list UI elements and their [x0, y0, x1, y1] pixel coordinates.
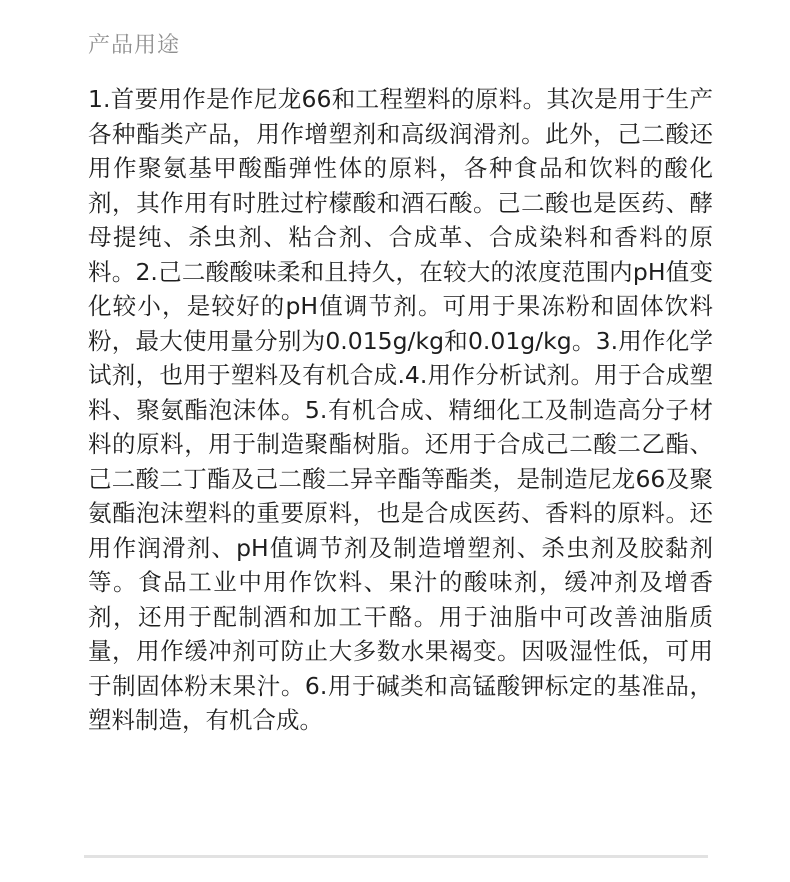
product-usage-section	[88, 28, 713, 738]
bottom-divider	[84, 855, 708, 858]
usage-description: 1.首要用作是作尼龙66和工程塑料的原料。其次是用于生产各种酯类产品，用作增塑剂和高级润滑剂。此外，己二酸还用作聚氨基甲酸酯弹性体的原料，各种食品和饮料的酸化剂，其作用有时胜过柠檬酸和酒石酸。己二酸也是医药、酵母提纯、杀虫剂、粘合剂、合成革、合成染料和香料的原料。2.己二酸酸味柔和且持久，在较大的浓度范围内pH值变化较小，是较好的pH值调节剂。可用于果冻粉和固体饮料粉，最大使用量分别为0.015g/kg和0.01g/kg。3.用作化学试剂，也用于塑料及有机合成.4.用作分析试剂。用于合成塑料、聚氨酯泡沫体。5.有机合成、精细化工及制造高分子材料的原料，用于制造聚酯树脂。还用于合成己二酸二乙酯、己二酸二丁酯及己二酸二异辛酯等酯类，是制造尼龙66及聚氨酯泡沫塑料的重要原料，也是合成医药、香料的原料。还用作润滑剂、pH值调节剂及制造增塑剂、杀虫剂及胶黏剂等。食品工业中用作饮料、果汁的酸味剂，缓冲剂及增香剂，还用于配制酒和加工干酪。用于油脂中可改善油脂质量，用作缓冲剂可防止大多数水果褐变。因吸湿性低，可用于制固体粉末果汁。6.用于碱类和高锰酸钾标定的基准品，塑料制造，有机合成。	[88, 85, 713, 734]
section-title: 产品用途	[88, 33, 181, 58]
